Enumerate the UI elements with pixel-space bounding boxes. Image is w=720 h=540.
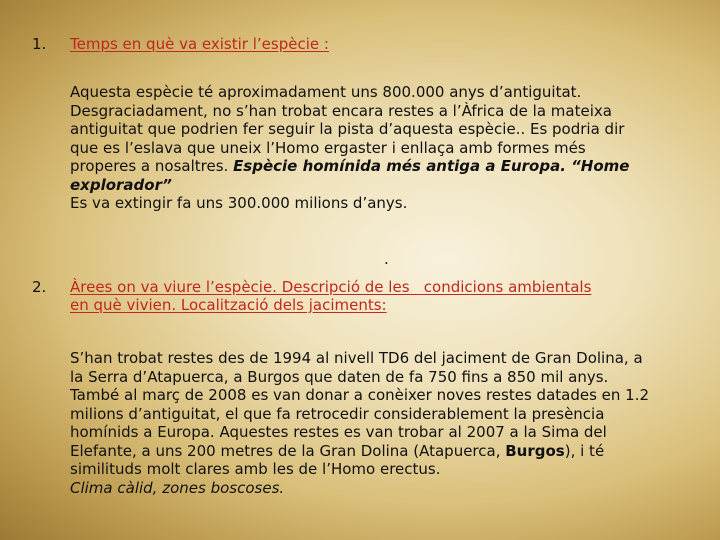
separator-dot: . [384,250,389,268]
section-2-number: 2. [32,278,47,296]
paragraph-line: També al març de 2008 es van donar a conèixer noves restes datades en 1.2 [70,386,650,404]
paragraph-line: S’han trobat restes des de 1994 al nivell TD6 del jaciment de Gran Dolina, a [70,349,643,367]
paragraph-line: homínids a Europa. Aquestes restes es van trobar al 2007 a la Sima del [70,423,607,441]
italic-line: Clima càlid, zones boscoses. [70,478,285,497]
line-text: ), i té [564,441,605,460]
section-1-heading: Temps en què va existir l’espècie : [70,35,329,53]
heading-line: en què vivien. Localització dels jaciments: [70,296,387,314]
paragraph-line [70,442,649,461]
paragraph-line: la Serra d’Atapuerca, a Burgos que daten de fa 750 fins a 850 mil anys. [70,367,609,386]
section-2-paragraph [70,349,649,497]
section-1-number: 1. [32,35,47,53]
paragraph-line: antiguitat que podrien fer seguir la pista d’aquesta espècie.. Es podria dir [70,120,625,138]
line-text: properes a nosaltres. [70,157,234,175]
paragraph-line: que es l’eslava que uneix l’Homo ergaster i enllaça amb formes més [70,138,586,157]
paragraph-line: milions d’antiguitat, el que fa retrocedir considerablement la presència [70,404,605,423]
emphasis-text: Espècie homínida més antiga a Europa. “Home [233,157,630,175]
paragraph-line: Es va extingir fa uns 300.000 milions d’anys. [70,194,408,212]
paragraph-line: Aquesta espècie té aproximadament uns 800.000 anys d’antiguitat. [70,83,582,101]
paragraph-line: similituds molt clares amb les de l’Homo erectus. [70,460,441,478]
line-text: Elefante, a uns 200 metres de la Gran Dolina (Atapuerca, [70,441,506,460]
section-2-heading [70,278,591,314]
bold-text: Burgos [505,441,565,460]
section-1-paragraph [70,83,629,213]
emphasis-line: explorador” [70,175,172,194]
paragraph-line [70,157,629,176]
heading-line: Àrees on va viure l’espècie. Descripció de les condicions ambientals [70,278,592,296]
paragraph-line: Desgraciadament, no s’han trobat encara restes a l’Àfrica de la mateixa [70,101,612,120]
